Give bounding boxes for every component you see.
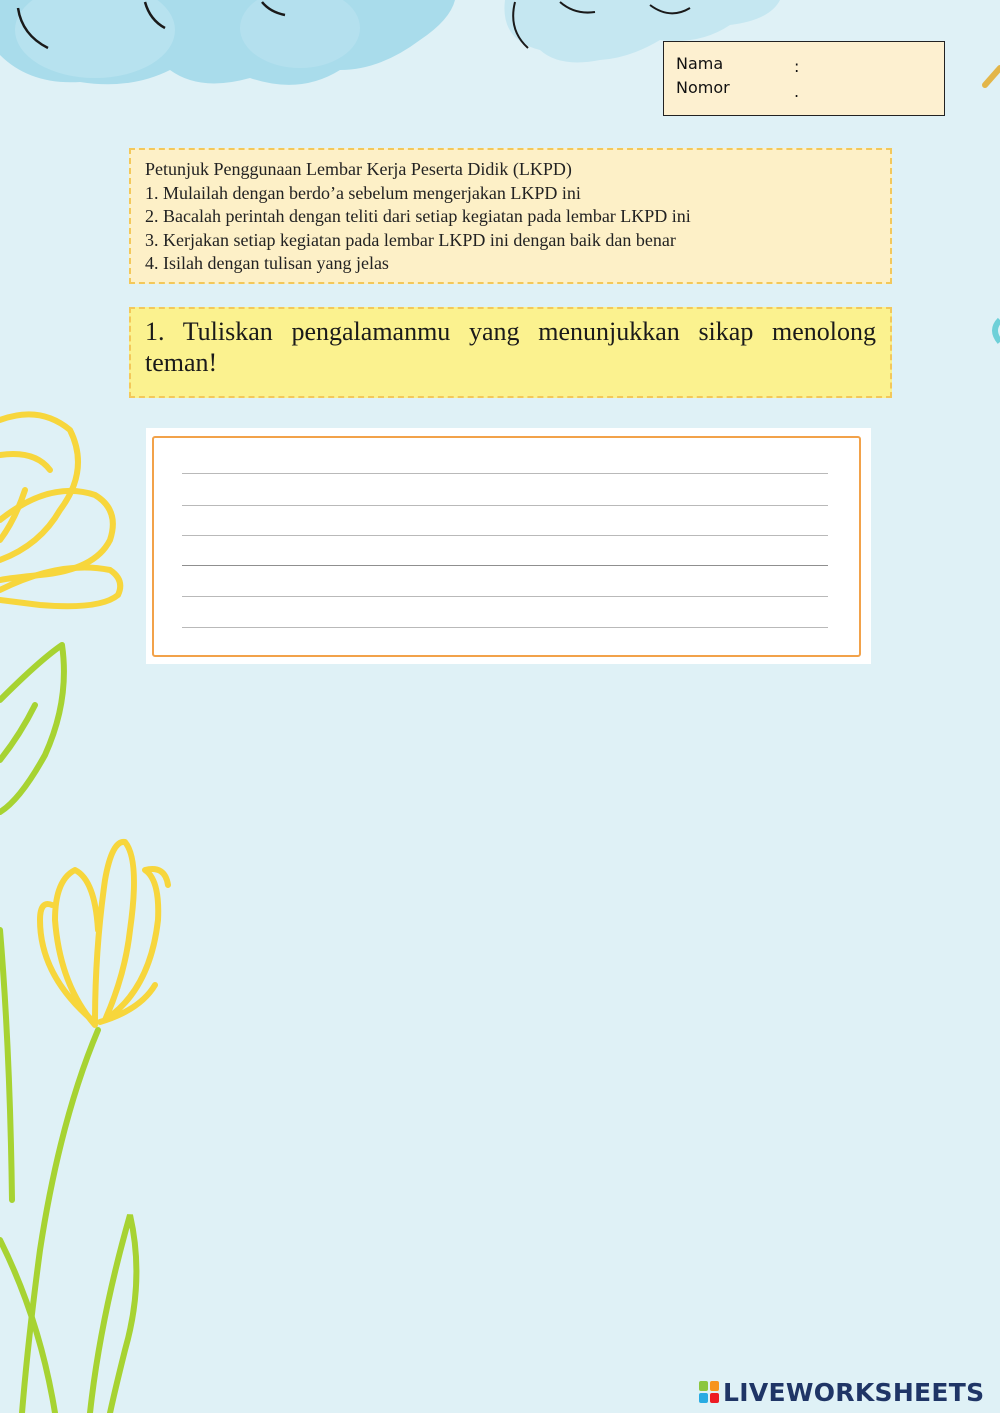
- number-separator: .: [794, 82, 800, 101]
- student-info-box: [663, 41, 945, 116]
- number-field[interactable]: [812, 78, 932, 98]
- instructions-box: [129, 148, 892, 284]
- name-separator: :: [794, 57, 800, 76]
- cloud-left-decoration: [0, 0, 455, 85]
- name-field[interactable]: [812, 54, 932, 74]
- right-edge-leaf-decoration: [995, 320, 1000, 342]
- instructions-title: Petunjuk Penggunaan Lembar Kerja Peserta Didik (LKPD): [145, 159, 572, 179]
- instruction-item: 3. Kerjakan setiap kegiatan pada lembar LKPD ini dengan baik dan benar: [145, 229, 676, 250]
- answer-card: [146, 428, 871, 664]
- right-edge-accent-decoration: [985, 68, 1000, 85]
- instruction-item: 1. Mulailah dengan berdo’a sebelum mengerjakan LKPD ini: [145, 182, 581, 203]
- instruction-item: 2. Bacalah perintah dengan teliti dari setiap kegiatan pada lembar LKPD ini: [145, 206, 691, 226]
- ruled-line: [182, 565, 828, 566]
- ruled-line: [182, 505, 828, 506]
- question-text: 1. Tuliskan pengalamanmu yang menunjukkan sikap menolong teman!: [145, 317, 876, 377]
- upper-yellow-flower-decoration: [0, 414, 120, 606]
- green-leaf-decoration: [0, 645, 64, 812]
- lower-yellow-flower-decoration: [40, 842, 168, 1025]
- ruled-line: [182, 535, 828, 536]
- liveworksheets-logo-icon: [698, 1380, 720, 1404]
- question-box: [129, 307, 892, 398]
- liveworksheets-brand: [698, 1377, 984, 1407]
- ruled-line: [182, 596, 828, 597]
- flower-stem-decoration: [0, 930, 136, 1413]
- answer-text-area[interactable]: [152, 436, 861, 657]
- instruction-item: 4. Isilah dengan tulisan yang jelas: [145, 253, 389, 273]
- name-label: Nama: [676, 54, 724, 73]
- brand-text: LIVEWORKSHEETS: [723, 1377, 985, 1407]
- number-label: Nomor: [676, 78, 730, 97]
- ruled-line: [182, 473, 828, 474]
- ruled-line: [182, 627, 828, 628]
